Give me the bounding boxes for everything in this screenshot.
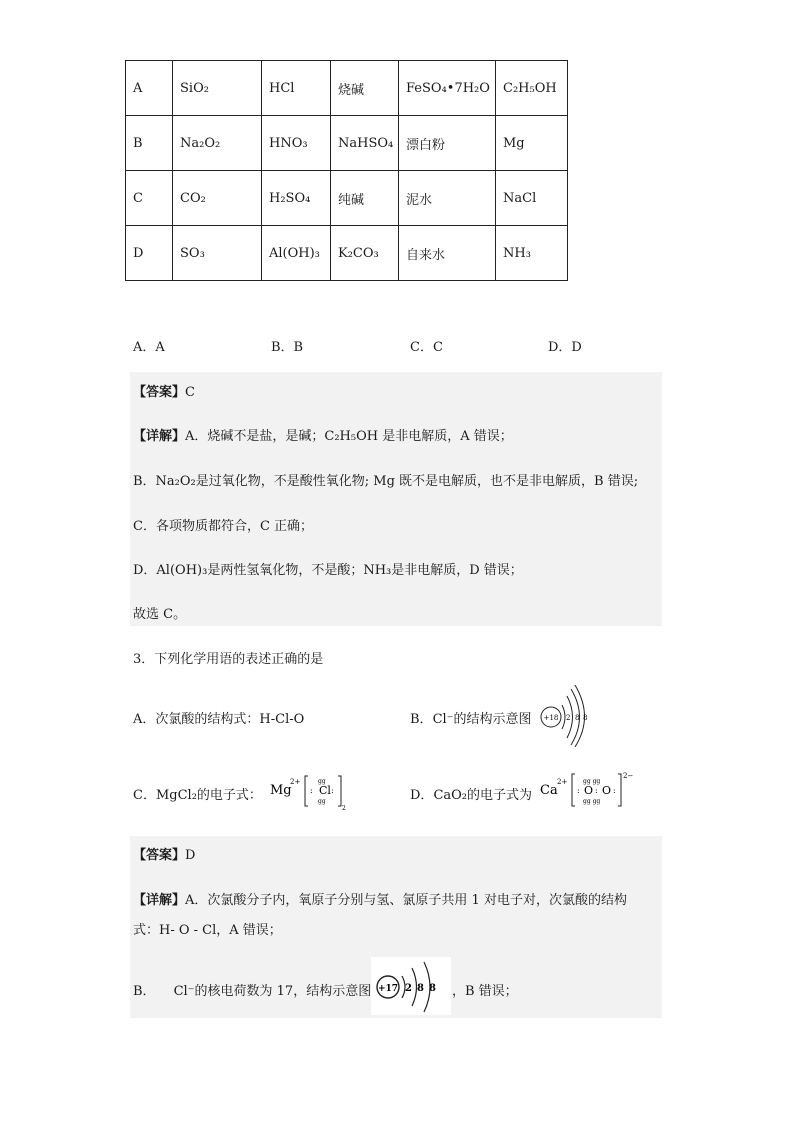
q3-stem: 3．下列化学用语的表述正确的是 [133,652,324,667]
option-b-prefix: B． [410,712,433,727]
table-row [126,116,568,171]
table-cell: C₂H₅OH [496,61,568,116]
q3-option-d[interactable] [410,784,532,803]
table-cell: C [126,171,173,226]
electron-shell-2 [412,968,417,1006]
answer-label: 【答案】 [133,848,186,863]
table-row [126,61,568,116]
electron-dots: : [331,786,334,795]
table-cell: 漂白粉 [399,116,496,171]
ion-formula: Cl⁻ [432,712,454,727]
q3-answer-line [133,844,195,863]
table-cell: Mg [496,116,568,171]
table-cell: B [126,116,173,171]
answer-value: C [185,385,195,400]
table-cell: D [126,226,173,281]
right-bracket [338,776,341,806]
table-cell: 纯碱 [331,171,399,226]
option-c[interactable]: C．C [410,340,443,355]
option-a[interactable]: A．A [133,340,165,355]
cation-charge: 2+ [557,778,568,786]
table-cell: FeSO₄•7H₂O [399,61,496,116]
q3-option-a[interactable]: A．次氯酸的结构式：H-Cl-O [133,712,305,727]
anion-symbol: Cl [319,784,331,797]
table-cell: K₂CO₃ [331,226,399,281]
option-c-prefix: C． [133,788,156,803]
table-cell: 泥水 [399,171,496,226]
line-text: 的核电荷数为 17，结构示意图 [194,984,372,999]
electron-dots: : [310,786,313,795]
q2-detail-line-c: C．各项物质都符合，C 正确； [133,519,314,534]
answer-value: D [185,848,196,863]
option-d-text: 的电子式为 [467,788,533,803]
formula: MgCl₂ [155,788,197,803]
option-d-prefix: D． [410,788,434,803]
answer-label: 【答案】 [133,385,186,400]
option-b[interactable]: B．B [271,340,304,355]
table-cell: Al(OH)₃ [262,226,331,281]
option-b-text: 的结构示意图 [453,712,532,727]
substance-classification-table [125,60,568,281]
q2-detail-line-a [133,425,513,444]
shell-electrons: 8 [583,714,588,722]
q2-conclusion: 故选 C。 [133,607,187,622]
table-cell: 自来水 [399,226,496,281]
detail-label: 【详解】 [133,429,186,444]
nucleus-charge: +18 [543,714,559,722]
anion-atom: O [584,784,594,797]
table-row [126,171,568,226]
anion-charge: 2− [623,772,634,780]
detail-text: A．次氯酸分子内，氧原子分别与氢、氯原子共用 1 对电子对，次氯酸的结构 [185,893,627,908]
q3-detail-line-a-cont: 式：H- O - Cl，A 错误； [133,923,282,938]
electron-shell-1 [562,705,565,729]
table-row [126,226,568,281]
chloride-structure-diagram-answer [374,960,448,1014]
shell-electrons: 2 [566,714,571,722]
electron-dots: : [577,786,580,795]
table-cell: SO₃ [173,226,262,281]
electron-dots: gg [318,798,326,805]
q2-answer-panel [130,372,662,626]
q3-detail-line-a [133,889,627,908]
table-cell: CO₂ [173,171,262,226]
table-cell: 烧碱 [331,61,399,116]
table-cell: H₂SO₄ [262,171,331,226]
q3-detail-line-b [133,980,371,999]
q3-option-b[interactable] [410,708,532,727]
electron-dots: : [613,786,616,795]
right-bracket [618,774,621,806]
left-bracket [572,774,575,806]
option-d[interactable]: D．D [548,340,582,355]
table-cell: Na₂O₂ [173,116,262,171]
detail-text: A．烧碱不是盐，是碱；C₂H₅OH 是非电解质，A 错误； [185,429,513,444]
electron-dots: : [595,786,598,795]
shell-electrons: 8 [429,983,436,994]
cation-symbol: Ca [540,783,558,798]
cation-symbol: Mg [270,783,292,798]
electron-dots: gg gg [583,778,601,785]
formula: CaO₂ [433,788,468,803]
q2-detail-line-b: B．Na₂O₂是过氧化物，不是酸性氧化物; Mg 既不是电解质，也不是非电解质，B 错误; [133,474,639,489]
q3-detail-line-b-suffix: ，B 错误； [452,984,518,999]
mgcl2-electron-formula [270,772,350,812]
cao2-electron-formula [540,768,638,812]
anion-atom: O [602,784,612,797]
shell-electrons: 8 [417,983,424,994]
table-cell: NH₃ [496,226,568,281]
nucleus-charge: +17 [377,984,399,994]
anion-subscript: 2 [342,805,346,812]
table-cell: NaCl [496,171,568,226]
line-prefix: B． [133,984,156,999]
table-cell: HNO₃ [262,116,331,171]
table-cell: HCl [262,61,331,116]
option-c-text: 的电子式： [196,788,262,803]
table-cell: NaHSO₄ [331,116,399,171]
q3-option-c[interactable] [133,784,262,803]
shell-electrons: 8 [575,714,580,722]
detail-label: 【详解】 [133,893,186,908]
q2-answer-line [133,381,195,400]
q2-detail-line-d: D．Al(OH)₃是两性氢氧化物，不是酸；NH₃是非电解质，D 错误； [133,563,523,578]
cation-charge: 2+ [290,778,301,786]
electron-dots: gg [318,778,326,785]
table-cell: A [126,61,173,116]
electron-dots: gg gg [583,798,601,805]
left-bracket [305,776,308,806]
shell-electrons: 2 [405,983,412,994]
ion-formula: Cl⁻ [173,984,195,999]
table-cell: SiO₂ [173,61,262,116]
chloride-structure-diagram [538,685,594,747]
